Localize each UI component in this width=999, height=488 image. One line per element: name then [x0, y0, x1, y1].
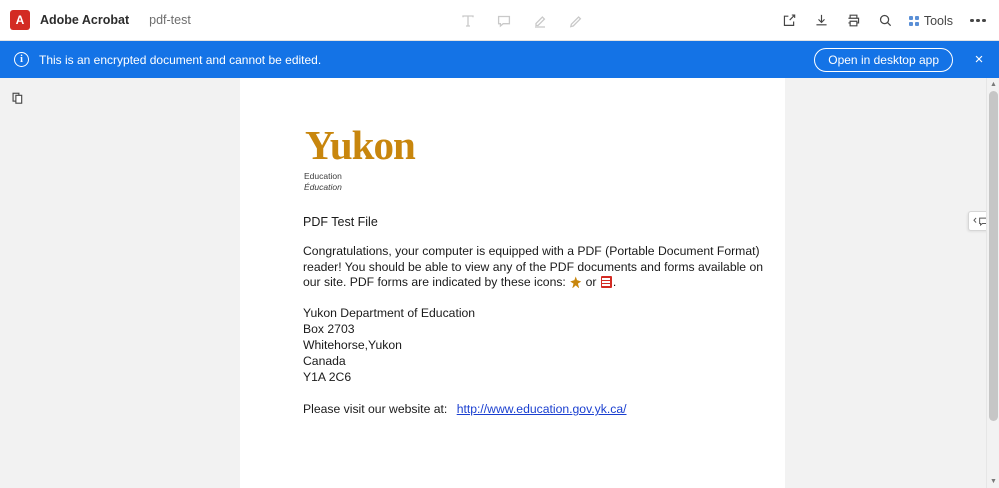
open-in-desktop-app-button[interactable]: Open in desktop app	[814, 48, 953, 72]
yukon-logo	[303, 122, 415, 192]
pdf-document-icon	[601, 276, 612, 288]
yukon-logo-subtitle	[303, 171, 415, 192]
tools-label: Tools	[923, 13, 953, 28]
address-line: Y1A 2C6	[303, 369, 352, 384]
address-line: Whitehorse,Yukon	[303, 337, 402, 352]
print-icon[interactable]	[841, 8, 867, 34]
pdf-paragraph-or: or	[585, 275, 597, 290]
close-icon[interactable]: ×	[974, 51, 984, 68]
pdf-form-icon	[570, 276, 581, 288]
download-icon[interactable]	[809, 8, 835, 34]
address-line: Canada	[303, 353, 346, 368]
grid-icon	[909, 16, 919, 26]
logo-letter: A	[15, 13, 25, 27]
page-thumbnails-icon[interactable]	[5, 85, 31, 111]
left-rail	[0, 78, 36, 488]
pdf-paragraph	[303, 244, 773, 291]
share-icon[interactable]	[777, 8, 803, 34]
toolbar-right-group	[777, 0, 991, 41]
yukon-wordmark: Yukon	[305, 122, 415, 168]
draw-icon[interactable]	[563, 8, 589, 34]
scrollbar-thumb[interactable]	[989, 91, 998, 421]
address-line: Box 2703	[303, 321, 355, 336]
toolbar-left-group	[0, 10, 191, 30]
more-dots-icon	[970, 19, 986, 23]
document-name: pdf-test	[149, 13, 191, 27]
pdf-paragraph-end: .	[612, 275, 617, 290]
adobe-acrobat-logo-icon	[10, 10, 30, 30]
pdf-page	[240, 78, 785, 488]
pdf-address-block	[303, 306, 773, 385]
more-options-button[interactable]	[965, 8, 991, 34]
yukon-subtitle-en: Education	[304, 171, 342, 181]
app-title: Adobe Acrobat	[40, 13, 130, 27]
notification-message: This is an encrypted document and cannot be edited.	[39, 52, 322, 67]
highlight-icon[interactable]	[527, 8, 553, 34]
pdf-heading: PDF Test File	[303, 215, 378, 230]
top-toolbar	[0, 0, 999, 41]
pdf-content	[303, 122, 773, 417]
add-comment-icon[interactable]	[491, 8, 517, 34]
address-line: Yukon Department of Education	[303, 306, 476, 321]
visit-website-label: Please visit our website at:	[303, 402, 448, 417]
toolbar-center-group	[455, 0, 589, 41]
pdf-page-container	[240, 78, 785, 488]
pdf-paragraph-text: Congratulations, your computer is equipped with a PDF (Portable Document Format) reader! You should be able to view any of the PDF documents and forms available on our site. PDF forms are indicated by these icons:	[303, 244, 764, 290]
add-text-icon[interactable]	[455, 8, 481, 34]
scroll-down-arrow-icon[interactable]: ▼	[990, 478, 997, 485]
tools-button[interactable]	[905, 8, 959, 34]
yukon-subtitle-fr: Éducation	[304, 181, 342, 192]
website-link[interactable]: http://www.education.gov.yk.ca/	[456, 402, 627, 417]
search-icon[interactable]	[873, 8, 899, 34]
vertical-scrollbar[interactable]	[986, 78, 999, 488]
scroll-up-arrow-icon[interactable]: ▲	[990, 81, 997, 88]
encrypted-document-notification	[0, 41, 999, 78]
document-viewer	[0, 78, 999, 488]
info-icon: i	[14, 52, 29, 67]
pdf-website-line	[303, 402, 773, 416]
